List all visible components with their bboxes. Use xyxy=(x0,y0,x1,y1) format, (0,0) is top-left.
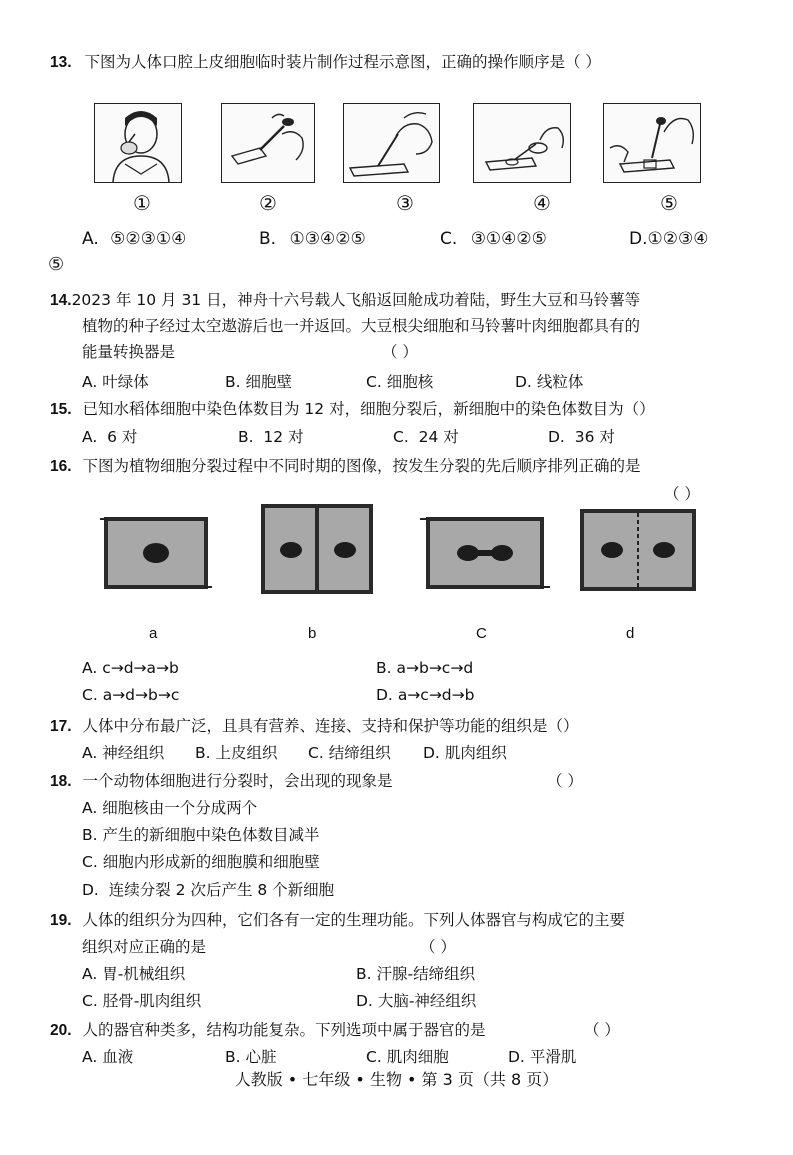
option-key: D. xyxy=(356,992,373,1010)
q13-option-a[interactable] xyxy=(82,229,186,249)
q14-stem-line3: 能量转换器是 xyxy=(82,343,176,361)
q19-line1 xyxy=(50,908,625,930)
q13-option-d-wrap: ⑤ xyxy=(48,254,65,275)
option-key: C. xyxy=(308,744,324,762)
option-text: 细胞壁 xyxy=(245,373,293,391)
q15-number: 15. xyxy=(50,401,72,418)
option-text: a→b→c→d xyxy=(396,659,474,677)
q18-stem: 一个动物体细胞进行分裂时，会出现的现象是 xyxy=(82,772,393,790)
q13-fig-label-1: ① xyxy=(133,191,151,215)
q14-option-a[interactable] xyxy=(82,370,149,392)
q20-option-d[interactable] xyxy=(508,1045,576,1067)
option-text: 线粒体 xyxy=(536,373,584,391)
option-text: ①②③④ xyxy=(647,229,709,249)
option-text: 叶绿体 xyxy=(102,373,149,391)
option-text: 24 对 xyxy=(418,428,459,446)
q20-number: 20. xyxy=(50,1022,72,1039)
q19-number: 19. xyxy=(50,912,72,929)
q16-cell-b xyxy=(257,500,377,598)
option-key: C. xyxy=(393,428,409,446)
option-key: D. xyxy=(629,229,648,249)
option-text: 细胞核 xyxy=(386,373,434,391)
dropper-on-slide-illustration xyxy=(222,104,314,182)
q16-cell-c xyxy=(420,513,550,593)
q18-option-c[interactable] xyxy=(82,850,320,872)
q15-option-b[interactable] xyxy=(238,425,304,447)
option-key: D. xyxy=(376,686,393,704)
option-key: A. xyxy=(82,744,98,762)
q20-stem: 人的器官种类多，结构功能复杂。下列选项中属于器官的是 xyxy=(82,1021,486,1039)
option-text: c→d→a→b xyxy=(102,659,179,677)
q17-option-d[interactable] xyxy=(423,741,507,763)
option-key: B. xyxy=(238,428,254,446)
q16-cell-d xyxy=(576,505,700,595)
q13-figure-2 xyxy=(221,103,315,183)
option-text: 细胞核由一个分成两个 xyxy=(102,799,258,817)
q15-stem: 已知水稻体细胞中染色体数目为 12 对，细胞分裂后，新细胞中的染色体数目为（） xyxy=(82,400,655,418)
option-text: 连续分裂 2 次后产生 8 个新细胞 xyxy=(108,881,335,899)
option-text: 大脑-神经组织 xyxy=(377,992,477,1010)
option-key: B. xyxy=(376,659,392,677)
q13-figure-3 xyxy=(343,103,440,183)
option-text: 平滑肌 xyxy=(529,1048,577,1066)
option-text: 细胞内形成新的细胞膜和细胞壁 xyxy=(102,853,320,871)
q13-fig-label-5: ⑤ xyxy=(660,191,678,215)
option-key: D. xyxy=(548,428,565,446)
option-key: B. xyxy=(82,826,98,844)
q17-number: 17. xyxy=(50,718,72,735)
option-key: C. xyxy=(366,1048,382,1066)
q14-number: 14. xyxy=(50,292,72,309)
option-key: B. xyxy=(225,1048,241,1066)
q13-stem-line xyxy=(50,50,601,72)
option-key: A. xyxy=(82,1048,98,1066)
q14-answer-blank[interactable]: （ ） xyxy=(382,343,418,361)
q14-stem-line1: 2023 年 10 月 31 日，神舟十六号载人飞船返回舱成功着陆，野生大豆和马铃薯等 xyxy=(71,291,641,309)
q13-option-d[interactable] xyxy=(629,229,708,249)
q14-option-b[interactable] xyxy=(225,370,292,392)
option-key: D. xyxy=(508,1048,525,1066)
q16-number: 16. xyxy=(50,458,72,475)
staining-illustration xyxy=(604,104,700,182)
q16-cell-a xyxy=(100,513,212,593)
option-text: 肌肉细胞 xyxy=(386,1048,449,1066)
q16-answer-blank[interactable]: （ ） xyxy=(664,485,700,503)
option-text: a→d→b→c xyxy=(102,686,180,704)
swab-mouth-illustration xyxy=(95,104,181,182)
scraping-on-slide-illustration xyxy=(344,104,439,182)
option-key: D. xyxy=(515,373,532,391)
q17-option-a[interactable] xyxy=(82,741,164,763)
q13-stem: 下图为人体口腔上皮细胞临时装片制作过程示意图，正确的操作顺序是（ ） xyxy=(84,53,601,71)
q13-fig-label-3: ③ xyxy=(396,191,414,215)
option-key: B. xyxy=(195,744,211,762)
q16-option-b[interactable] xyxy=(376,659,473,677)
q15-option-a[interactable] xyxy=(82,425,137,447)
option-text: 神经组织 xyxy=(102,744,165,762)
option-text: 36 对 xyxy=(574,428,615,446)
option-key: A. xyxy=(82,659,98,677)
q19-option-a[interactable] xyxy=(82,962,185,984)
q18-option-a[interactable] xyxy=(82,796,257,818)
option-text: 汗腺-结缔组织 xyxy=(376,965,476,983)
q18-option-d[interactable] xyxy=(82,878,334,900)
option-text: ③①④②⑤ xyxy=(470,229,547,249)
option-text: ⑤②③①④ xyxy=(110,229,187,249)
q15-option-d[interactable] xyxy=(548,425,615,447)
q18-option-b[interactable] xyxy=(82,823,320,845)
option-key: C. xyxy=(82,853,98,871)
option-key: A. xyxy=(82,965,98,983)
q17-option-b[interactable] xyxy=(195,741,278,763)
q18-number: 18. xyxy=(50,773,72,790)
q13-figure-1 xyxy=(94,103,182,183)
q16-option-d[interactable] xyxy=(376,686,474,704)
q16-fig-label-a: a xyxy=(149,625,158,642)
q19-option-d[interactable] xyxy=(356,989,476,1011)
q16-option-a[interactable] xyxy=(82,659,179,677)
option-text: 产生的新细胞中染色体数目减半 xyxy=(102,826,320,844)
q14-stem-line2: 植物的种子经过太空遨游后也一并返回。大豆根尖细胞和马铃薯叶肉细胞都具有的 xyxy=(82,317,641,335)
option-key: B. xyxy=(356,965,372,983)
q16-fig-label-b: b xyxy=(308,625,317,642)
option-key: C. xyxy=(366,373,382,391)
q13-fig-label-2: ② xyxy=(259,191,277,215)
option-key: C. xyxy=(82,686,98,704)
coverslip-placement-illustration xyxy=(474,104,570,182)
option-text: 结缔组织 xyxy=(328,744,391,762)
q20-option-c[interactable] xyxy=(366,1045,449,1067)
option-key: D. xyxy=(82,881,99,899)
q13-option-c[interactable] xyxy=(440,229,547,249)
option-key: A. xyxy=(82,799,98,817)
q16-option-c[interactable] xyxy=(82,686,179,704)
q20-answer-blank[interactable]: （ ） xyxy=(584,1021,620,1039)
q20-option-a[interactable] xyxy=(82,1045,133,1067)
option-key: C. xyxy=(82,992,98,1010)
q17-stem: 人体中分布最广泛，且具有营养、连接、支持和保护等功能的组织是（） xyxy=(82,717,579,735)
option-key: A. xyxy=(82,229,99,249)
q19-stem-line2: 组织对应正确的是 xyxy=(82,938,207,956)
q13-fig-label-4: ④ xyxy=(533,191,551,215)
option-text: 血液 xyxy=(102,1048,134,1066)
option-key: C. xyxy=(440,229,458,249)
q16-stem: 下图为植物细胞分裂过程中不同时期的图像，按发生分裂的先后顺序排列正确的是 xyxy=(82,457,641,475)
q13-option-b[interactable] xyxy=(259,229,366,249)
q16-stem-line xyxy=(50,454,641,476)
q17-option-c[interactable] xyxy=(308,741,391,763)
option-text: 6 对 xyxy=(107,428,138,446)
q16-fig-label-c: C xyxy=(476,625,487,642)
q13-figure-5 xyxy=(603,103,701,183)
option-text: 上皮组织 xyxy=(215,744,278,762)
option-text: 胃-机械组织 xyxy=(102,965,186,983)
q17-stem-line xyxy=(50,714,579,736)
q19-option-b[interactable] xyxy=(356,962,475,984)
q15-option-c[interactable] xyxy=(393,425,459,447)
option-text: 胫骨-肌肉组织 xyxy=(102,992,202,1010)
option-text: a→c→d→b xyxy=(397,686,475,704)
option-key: B. xyxy=(259,229,277,249)
q19-answer-blank[interactable]: （ ） xyxy=(420,938,456,956)
q16-fig-label-d: d xyxy=(626,625,635,642)
option-key: A. xyxy=(82,428,98,446)
q15-stem-line xyxy=(50,397,655,419)
q13-figure-4 xyxy=(473,103,571,183)
option-text: 心脏 xyxy=(245,1048,277,1066)
q14-option-d[interactable] xyxy=(515,370,583,392)
q20-option-b[interactable] xyxy=(225,1045,277,1067)
option-key: D. xyxy=(423,744,440,762)
q20-stem-line xyxy=(50,1018,486,1040)
option-key: A. xyxy=(82,373,98,391)
option-text: 12 对 xyxy=(263,428,304,446)
q13-number: 13. xyxy=(50,54,72,71)
q14-line1 xyxy=(50,288,640,310)
option-key: B. xyxy=(225,373,241,391)
q19-stem-line1: 人体的组织分为四种，它们各有一定的生理功能。下列人体器官与构成它的主要 xyxy=(82,911,626,929)
q18-stem-line xyxy=(50,769,393,791)
option-text: 肌肉组织 xyxy=(444,744,507,762)
q14-option-c[interactable] xyxy=(366,370,433,392)
q18-answer-blank[interactable]: （ ） xyxy=(547,772,583,790)
page-footer: 人教版 • 七年级 • 生物 • 第 3 页（共 8 页） xyxy=(234,1070,559,1089)
q19-option-c[interactable] xyxy=(82,989,201,1011)
option-text: ①③④②⑤ xyxy=(289,229,366,249)
